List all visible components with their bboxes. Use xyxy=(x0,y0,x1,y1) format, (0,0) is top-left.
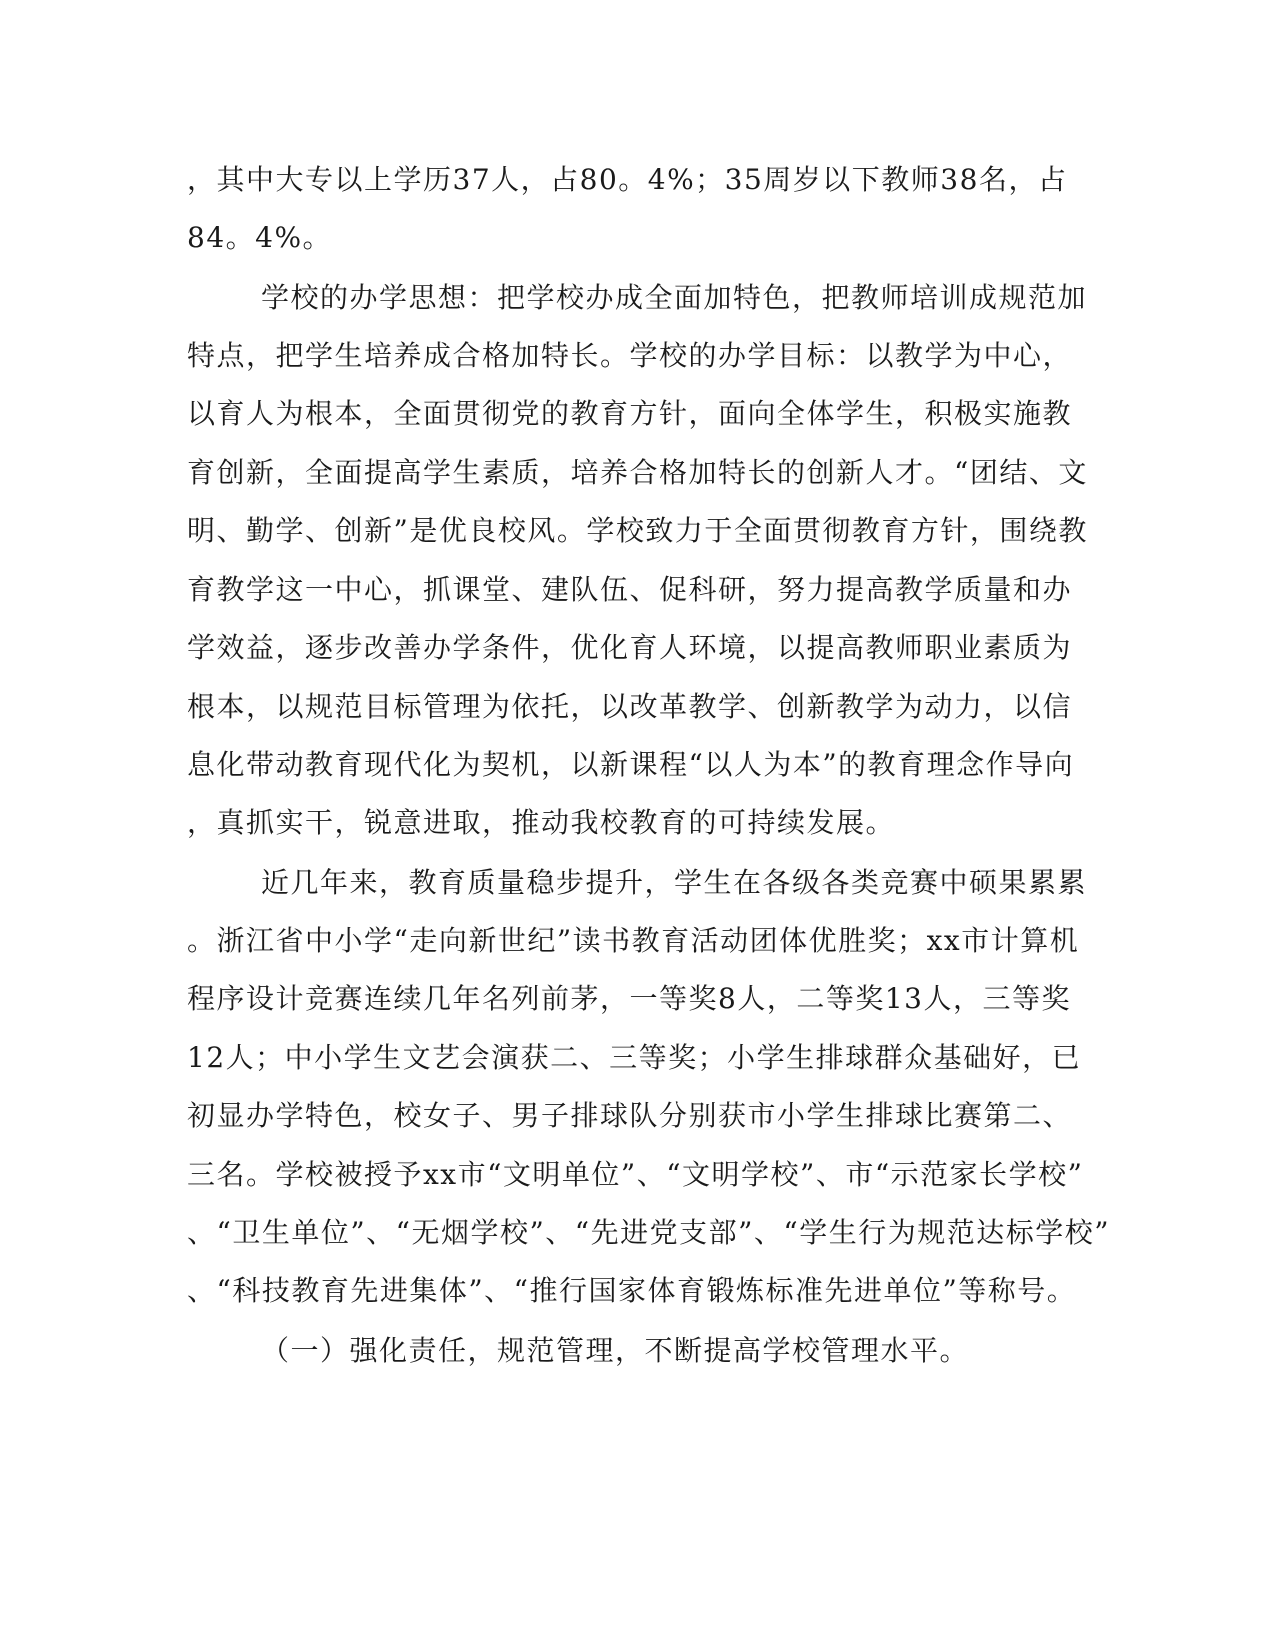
text-line: 12人；中小学生文艺会演获二、三等奖；小学生排球群众基础好，已 xyxy=(187,1041,1082,1074)
text-line: 程序设计竞赛连续几年名列前茅，一等奖8人，二等奖13人，三等奖 xyxy=(187,982,1071,1015)
section-heading: （一）强化责任，规范管理，不断提高学校管理水平。 xyxy=(261,1334,970,1367)
text-line: 育教学这一中心，抓课堂、建队伍、促科研，努力提高教学质量和办 xyxy=(187,573,1073,606)
text-line: ，其中大专以上学历37人，占80。4%；35周岁以下教师38名，占 xyxy=(187,163,1068,196)
text-line: 初显办学特色，校女子、男子排球队分别获市小学生排球比赛第二、 xyxy=(187,1099,1073,1132)
paragraph-start-line: 学校的办学思想：把学校办成全面加特色，把教师培训成规范加 xyxy=(261,281,1088,314)
text-line: 育创新，全面提高学生素质，培养合格加特长的创新人才。“团结、文 xyxy=(187,456,1088,489)
text-line: 明、勤学、创新”是优良校风。学校致力于全面贯彻教育方针，围绕教 xyxy=(187,514,1088,547)
text-line: 息化带动教育现代化为契机，以新课程“以人为本”的教育理念作导向 xyxy=(187,748,1075,781)
text-line: 以育人为根本，全面贯彻党的教育方针，面向全体学生，积极实施教 xyxy=(187,397,1073,430)
text-line: 特点，把学生培养成合格加特长。学校的办学目标：以教学为中心， xyxy=(187,339,1073,372)
text-line: 根本，以规范目标管理为依托，以改革教学、创新教学为动力，以信 xyxy=(187,690,1073,723)
text-line: 学效益，逐步改善办学条件，优化育人环境，以提高教师职业素质为 xyxy=(187,631,1073,664)
text-line: ，真抓实干，锐意进取，推动我校教育的可持续发展。 xyxy=(187,806,896,839)
text-line: 、“科技教育先进集体”、“推行国家体育锻炼标准先进单位”等称号。 xyxy=(187,1274,1077,1307)
paragraph-start-line: 近几年来，教育质量稳步提升，学生在各级各类竞赛中硕果累累 xyxy=(261,866,1088,899)
text-line: 三名。学校被授予xx市“文明单位”、“文明学校”、市“示范家长学校” xyxy=(187,1158,1084,1191)
text-line: 84。4%。 xyxy=(187,221,333,254)
text-line: 、“卫生单位”、“无烟学校”、“先进党支部”、“学生行为规范达标学校” xyxy=(187,1216,1111,1249)
text-line: 。浙江省中小学“走向新世纪”读书教育活动团体优胜奖；xx市计算机 xyxy=(187,924,1080,957)
